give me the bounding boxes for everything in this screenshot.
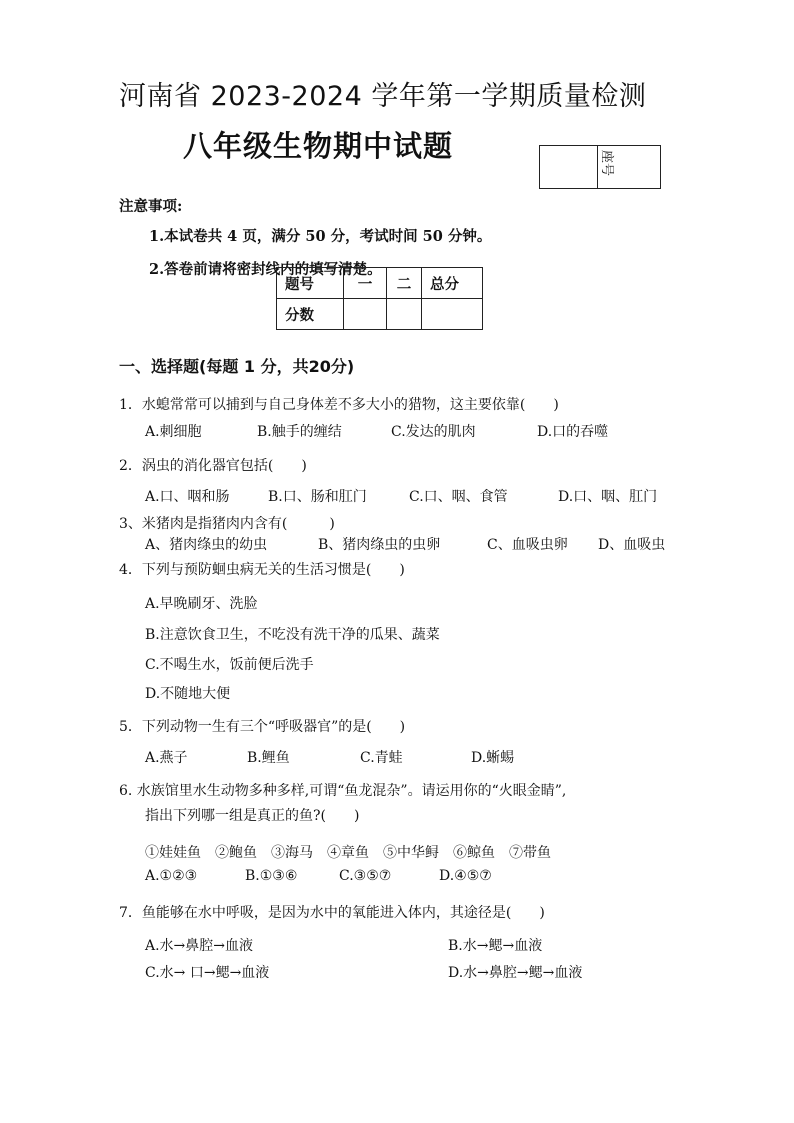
question-2-stem: 2．涡虫的消化器官包括( ) — [119, 458, 307, 474]
q2-option-b: B.口、肠和肛门 — [268, 489, 367, 505]
q7-option-d: D.水→鼻腔→鳃→血液 — [448, 965, 583, 981]
q4-option-c: C.不喝生水，饭前便后洗手 — [145, 657, 314, 673]
score-row-label: 分数 — [277, 299, 344, 330]
q4-option-d: D.不随地大便 — [145, 686, 231, 702]
question-7-stem: 7．鱼能够在水中呼吸，是因为水中的氧能进入体内，其途径是( ) — [119, 905, 545, 921]
q4-option-a: A.早晚刷牙、洗脸 — [145, 596, 258, 612]
notes-heading: 注意事项: — [119, 198, 183, 215]
score-header-part1: 一 — [344, 268, 387, 299]
q2-option-d: D.口、咽、肛门 — [558, 489, 658, 505]
section-heading: 一、选择题(每题 1 分，共20分) — [119, 357, 355, 376]
q6-option-b: B.①③⑥ — [245, 868, 298, 884]
score-header-question: 题号 — [277, 268, 344, 299]
score-header-part2: 二 — [387, 268, 422, 299]
q6-option-d: D.④⑤⑦ — [439, 868, 492, 884]
seat-number-box — [539, 145, 661, 189]
note-item-1: 1.本试卷共 4 页，满分 50 分，考试时间 50 分钟。 — [149, 228, 492, 245]
q5-option-c: C.青蛙 — [360, 750, 403, 766]
question-5-stem: 5．下列动物一生有三个“呼吸器官”的是( ) — [119, 719, 406, 735]
question-4-stem: 4．下列与预防蛔虫病无关的生活习惯是( ) — [119, 562, 405, 578]
q2-option-a: A.口、咽和肠 — [145, 489, 230, 505]
q7-option-c: C.水→ 口→鳃→血液 — [145, 965, 270, 981]
q4-option-b: B.注意饮食卫生，不吃没有洗干净的瓜果、蔬菜 — [145, 627, 440, 643]
q1-option-d: D.口的吞噬 — [537, 424, 609, 440]
q5-option-a: A.燕子 — [145, 750, 188, 766]
q3-option-b: B、猪肉绦虫的虫卵 — [318, 537, 441, 553]
score-table-score-row — [277, 299, 483, 330]
score-cell-total — [422, 299, 483, 330]
exam-title-line2: 八年级生物期中试题 — [183, 129, 454, 163]
q5-option-b: B.鲤鱼 — [247, 750, 290, 766]
q5-option-d: D.蜥蜴 — [471, 750, 515, 766]
q1-option-a: A.刺细胞 — [145, 424, 202, 440]
seat-label: 座号 — [599, 150, 614, 177]
score-table-header-row — [277, 268, 483, 299]
q3-option-d: D、血吸虫 — [598, 537, 666, 553]
note-item-2: 2.答卷前请将密封线内的填写清楚。 — [149, 261, 382, 278]
q7-option-b: B.水→鳃→血液 — [448, 938, 543, 954]
q1-option-b: B.触手的缠结 — [257, 424, 342, 440]
question-1-stem: 1．水螅常常可以捕到与自己身体差不多大小的猎物，这主要依靠( ) — [119, 397, 559, 413]
score-cell-part1 — [344, 299, 387, 330]
q1-option-c: C.发达的肌肉 — [391, 424, 476, 440]
q6-option-a: A.①②③ — [145, 868, 198, 884]
score-header-total: 总分 — [422, 268, 483, 299]
question-3-stem: 3、米猪肉是指猪肉内含有( ) — [119, 516, 335, 532]
q6-option-c: C.③⑤⑦ — [339, 868, 392, 884]
exam-title-line1: 河南省 2023-2024 学年第一学期质量检测 — [119, 81, 647, 112]
score-table — [276, 267, 483, 330]
score-cell-part2 — [387, 299, 422, 330]
q3-option-c: C、血吸虫卵 — [487, 537, 568, 553]
question-6-items: ①娃娃鱼 ②鲍鱼 ③海马 ④章鱼 ⑤中华鲟 ⑥鲸鱼 ⑦带鱼 — [145, 845, 551, 861]
q2-option-c: C.口、咽、食管 — [409, 489, 508, 505]
q3-option-a: A、猪肉绦虫的幼虫 — [145, 537, 268, 553]
question-6-stem-line2: 指出下列哪一组是真正的鱼?( ) — [145, 808, 360, 824]
question-6-stem-line1: 6. 水族馆里水生动物多种多样,可谓“鱼龙混杂”。请运用你的“火眼金睛”, — [119, 783, 567, 799]
q7-option-a: A.水→鼻腔→血液 — [145, 938, 254, 954]
